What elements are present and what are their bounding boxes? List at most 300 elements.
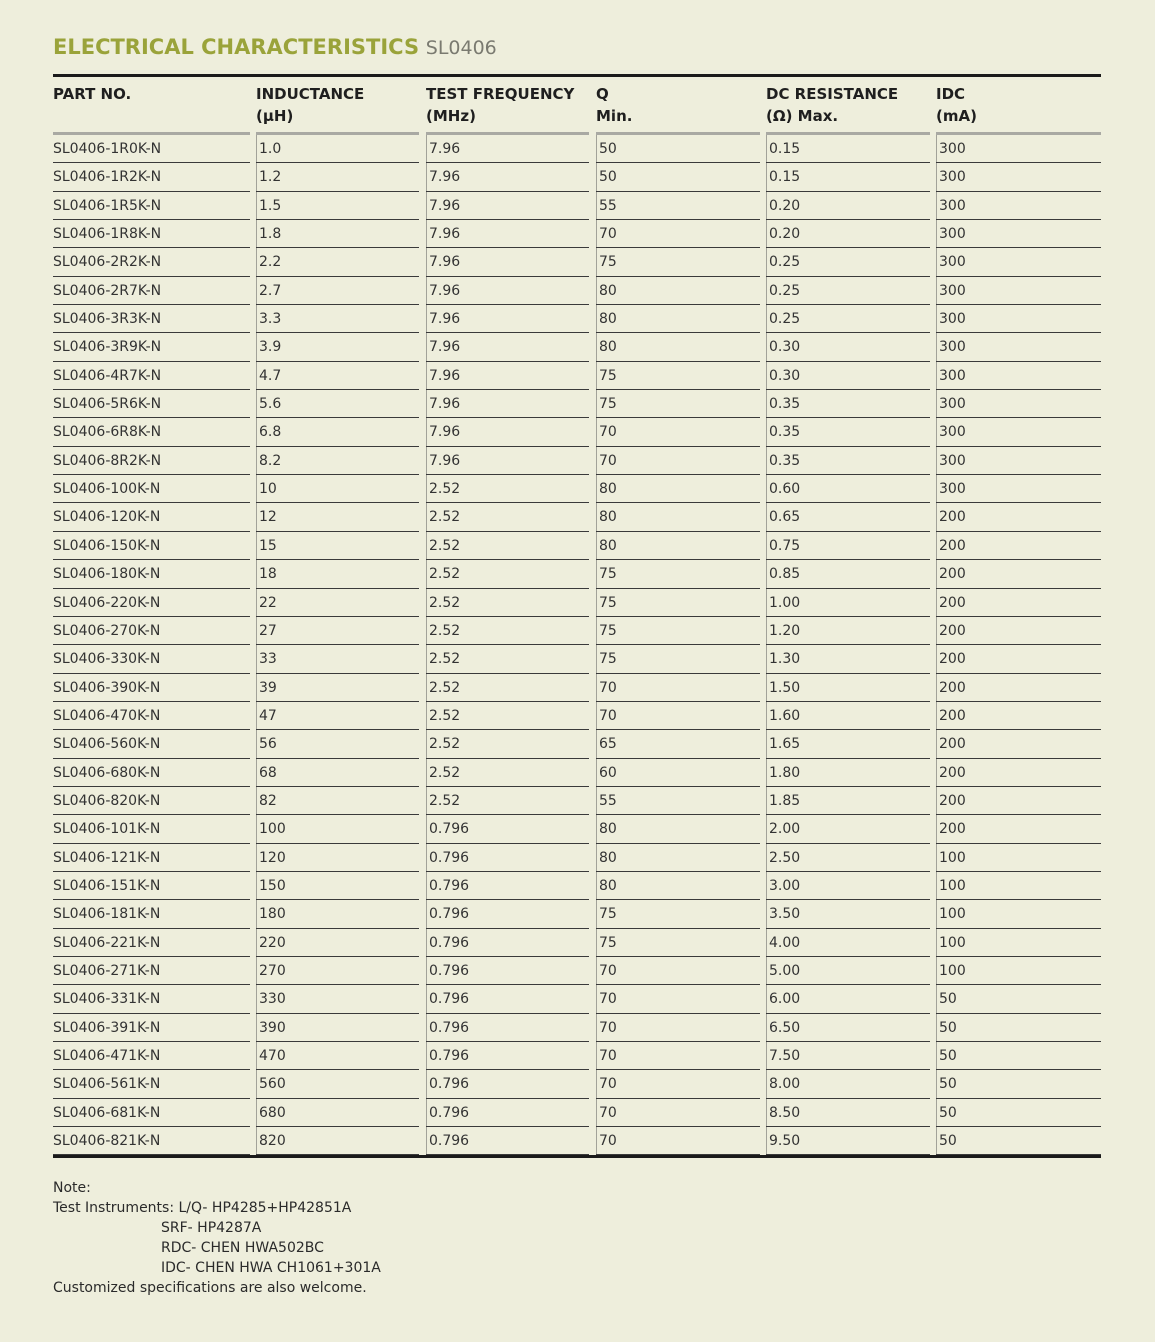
cell-value: SL0406-271K-N	[53, 962, 161, 979]
cell-part-no	[53, 418, 250, 446]
cell-idc	[936, 645, 1101, 673]
cell-value: 0.796	[429, 962, 470, 979]
cell-part-no	[53, 929, 250, 957]
column-divider	[936, 418, 937, 446]
table-row	[53, 844, 1101, 872]
cell-idc	[936, 532, 1101, 560]
cell-value: 70	[599, 1019, 617, 1036]
cell-value: SL0406-1R5K-N	[53, 197, 162, 214]
column-divider	[936, 163, 937, 191]
table-row	[53, 220, 1101, 248]
cell-value: 0.796	[429, 1104, 470, 1121]
column-divider	[426, 815, 427, 843]
cell-value: SL0406-391K-N	[53, 1019, 161, 1036]
cell-test-frequency	[426, 1070, 589, 1098]
cell-test-frequency	[426, 220, 589, 248]
column-divider	[426, 192, 427, 220]
cell-value: SL0406-821K-N	[53, 1133, 161, 1150]
table-row	[53, 305, 1101, 333]
title-model: SL0406	[425, 37, 497, 59]
cell-test-frequency	[426, 900, 589, 928]
cell-value: 1.20	[769, 622, 801, 639]
cell-value: 200	[939, 651, 966, 668]
cell-value: 33	[259, 651, 277, 668]
cell-value: SL0406-4R7K-N	[53, 367, 162, 384]
cell-value: 70	[599, 1076, 617, 1093]
cell-test-frequency	[426, 447, 589, 475]
column-divider	[596, 929, 597, 957]
cell-value: SL0406-220K-N	[53, 594, 161, 611]
cell-value: 75	[599, 396, 617, 413]
table-row	[53, 929, 1101, 957]
cell-idc	[936, 929, 1101, 957]
cell-q-min	[596, 163, 760, 191]
column-divider	[426, 759, 427, 787]
column-divider	[596, 730, 597, 758]
cell-test-frequency	[426, 277, 589, 305]
cell-value: 55	[599, 197, 617, 214]
cell-value: 80	[599, 481, 617, 498]
column-header-dc-resistance	[766, 77, 930, 127]
column-divider	[766, 503, 767, 531]
column-divider	[426, 532, 427, 560]
cell-q-min	[596, 192, 760, 220]
column-divider	[426, 985, 427, 1013]
cell-q-min	[596, 1099, 760, 1127]
characteristics-table	[53, 74, 1101, 1158]
cell-value: 2.52	[429, 764, 461, 781]
cell-inductance	[256, 503, 419, 531]
cell-value: 0.15	[769, 141, 801, 157]
cell-dc-resistance	[766, 674, 930, 702]
cell-inductance	[256, 532, 419, 560]
column-divider	[936, 248, 937, 276]
cell-value: 2.52	[429, 509, 461, 526]
column-divider	[936, 1014, 937, 1042]
cell-value: 820	[259, 1133, 286, 1150]
cell-value: SL0406-560K-N	[53, 736, 161, 753]
column-divider	[596, 390, 597, 418]
cell-part-no	[53, 1127, 250, 1155]
row-rule	[936, 1154, 1101, 1155]
cell-dc-resistance	[766, 1014, 930, 1042]
cell-idc	[936, 957, 1101, 985]
table-row	[53, 985, 1101, 1013]
title-main: ELECTRICAL CHARACTERISTICS	[53, 35, 420, 59]
cell-value: 300	[939, 481, 966, 498]
cell-value: 7.96	[429, 311, 461, 328]
table-row	[53, 872, 1101, 900]
cell-idc	[936, 759, 1101, 787]
column-divider	[936, 589, 937, 617]
column-divider	[596, 503, 597, 531]
table-row	[53, 192, 1101, 220]
cell-value: 27	[259, 622, 277, 639]
column-divider	[256, 589, 257, 617]
column-divider	[426, 447, 427, 475]
cell-value: 70	[599, 991, 617, 1008]
cell-value: 68	[259, 764, 277, 781]
column-divider	[936, 730, 937, 758]
column-divider	[256, 645, 257, 673]
cell-value: 100	[259, 821, 286, 838]
table-row	[53, 1070, 1101, 1098]
cell-part-no	[53, 475, 250, 503]
cell-idc	[936, 503, 1101, 531]
cell-value: SL0406-390K-N	[53, 679, 161, 696]
cell-value: SL0406-6R8K-N	[53, 424, 162, 441]
cell-value: 300	[939, 226, 966, 243]
column-divider	[256, 617, 257, 645]
cell-dc-resistance	[766, 192, 930, 220]
column-divider	[596, 957, 597, 985]
cell-test-frequency	[426, 333, 589, 361]
cell-value: 0.796	[429, 1048, 470, 1064]
cell-dc-resistance	[766, 957, 930, 985]
cell-inductance	[256, 929, 419, 957]
column-divider	[256, 815, 257, 843]
cell-q-min	[596, 815, 760, 843]
cell-value: 0.796	[429, 1076, 470, 1093]
column-divider	[426, 730, 427, 758]
cell-test-frequency	[426, 503, 589, 531]
cell-value: 7.96	[429, 396, 461, 413]
cell-test-frequency	[426, 248, 589, 276]
cell-dc-resistance	[766, 900, 930, 928]
table-row	[53, 362, 1101, 390]
cell-inductance	[256, 1042, 419, 1070]
note-line-2: SRF- HP4287A	[161, 1220, 262, 1236]
cell-part-no	[53, 333, 250, 361]
note-line-3: RDC- CHEN HWA502BC	[161, 1240, 324, 1256]
column-divider	[596, 475, 597, 503]
cell-value: 1.00	[769, 594, 801, 611]
cell-value: 200	[939, 537, 966, 554]
cell-dc-resistance	[766, 929, 930, 957]
cell-value: 1.30	[769, 651, 801, 668]
cell-q-min	[596, 1070, 760, 1098]
cell-inductance	[256, 1099, 419, 1127]
column-divider	[256, 418, 257, 446]
cell-value: 200	[939, 594, 966, 611]
column-divider	[426, 560, 427, 588]
cell-value: 0.15	[769, 169, 801, 186]
cell-q-min	[596, 844, 760, 872]
column-divider	[426, 1127, 427, 1155]
column-divider	[256, 1014, 257, 1042]
cell-value: 3.9	[259, 339, 282, 356]
cell-value: SL0406-680K-N	[53, 764, 161, 781]
cell-q-min	[596, 985, 760, 1013]
cell-idc	[936, 248, 1101, 276]
column-divider	[936, 702, 937, 730]
cell-idc	[936, 135, 1101, 163]
cell-idc	[936, 674, 1101, 702]
column-divider	[426, 617, 427, 645]
cell-test-frequency	[426, 560, 589, 588]
column-divider	[936, 333, 937, 361]
cell-value: 0.35	[769, 452, 801, 469]
column-divider	[766, 475, 767, 503]
cell-idc	[936, 418, 1101, 446]
cell-value: SL0406-100K-N	[53, 481, 161, 498]
cell-value: 2.52	[429, 679, 461, 696]
cell-value: 70	[599, 424, 617, 441]
cell-value: 2.7	[259, 282, 282, 299]
column-divider	[256, 277, 257, 305]
column-divider	[596, 872, 597, 900]
cell-part-no	[53, 589, 250, 617]
column-divider	[256, 674, 257, 702]
cell-idc	[936, 192, 1101, 220]
cell-q-min	[596, 1127, 760, 1155]
cell-value: 100	[939, 962, 966, 979]
cell-dc-resistance	[766, 1070, 930, 1098]
cell-part-no	[53, 503, 250, 531]
cell-dc-resistance	[766, 815, 930, 843]
cell-value: 9.50	[769, 1133, 801, 1150]
column-divider	[596, 900, 597, 928]
cell-value: 200	[939, 566, 966, 583]
cell-value: 39	[259, 679, 277, 696]
cell-value: 0.796	[429, 821, 470, 838]
column-divider	[426, 333, 427, 361]
row-rule	[426, 1154, 589, 1155]
column-divider	[596, 560, 597, 588]
cell-idc	[936, 390, 1101, 418]
column-divider	[596, 135, 597, 163]
cell-value: 200	[939, 679, 966, 696]
row-rule	[53, 1154, 250, 1155]
cell-value: 75	[599, 594, 617, 611]
column-divider	[596, 362, 597, 390]
cell-q-min	[596, 503, 760, 531]
column-divider	[426, 503, 427, 531]
column-divider	[936, 872, 937, 900]
cell-dc-resistance	[766, 220, 930, 248]
cell-dc-resistance	[766, 163, 930, 191]
cell-test-frequency	[426, 532, 589, 560]
column-divider	[426, 589, 427, 617]
cell-test-frequency	[426, 163, 589, 191]
cell-value: 220	[259, 934, 286, 951]
cell-test-frequency	[426, 674, 589, 702]
cell-value: 80	[599, 537, 617, 554]
cell-value: 50	[939, 1019, 957, 1036]
column-divider	[766, 815, 767, 843]
cell-dc-resistance	[766, 135, 930, 163]
cell-part-no	[53, 390, 250, 418]
cell-value: 1.65	[769, 736, 801, 753]
column-divider	[766, 390, 767, 418]
cell-idc	[936, 787, 1101, 815]
cell-value: 75	[599, 651, 617, 668]
cell-q-min	[596, 418, 760, 446]
cell-value: 7.96	[429, 169, 461, 186]
column-divider	[426, 220, 427, 248]
cell-value: SL0406-1R2K-N	[53, 169, 162, 186]
column-divider	[766, 702, 767, 730]
table-row	[53, 560, 1101, 588]
note-label: Note:	[53, 1180, 91, 1196]
cell-value: SL0406-1R8K-N	[53, 226, 162, 243]
column-divider	[426, 645, 427, 673]
cell-dc-resistance	[766, 645, 930, 673]
cell-value: SL0406-151K-N	[53, 877, 161, 894]
cell-value: 0.60	[769, 481, 801, 498]
column-divider	[256, 759, 257, 787]
cell-part-no	[53, 674, 250, 702]
cell-value: SL0406-330K-N	[53, 651, 161, 668]
column-divider	[426, 957, 427, 985]
table-row	[53, 418, 1101, 446]
note-line-5: Customized specifications are also welcome.	[53, 1280, 367, 1296]
cell-idc	[936, 1127, 1101, 1155]
cell-inductance	[256, 248, 419, 276]
cell-value: 8.2	[259, 452, 282, 469]
cell-value: 50	[939, 1104, 957, 1121]
column-divider	[936, 503, 937, 531]
cell-value: 300	[939, 367, 966, 384]
column-header-line2	[53, 105, 250, 127]
cell-value: 1.2	[259, 169, 282, 186]
cell-value: 75	[599, 566, 617, 583]
cell-value: SL0406-2R2K-N	[53, 254, 162, 271]
cell-value: 0.796	[429, 877, 470, 894]
cell-inductance	[256, 305, 419, 333]
cell-value: 1.85	[769, 792, 801, 809]
cell-part-no	[53, 447, 250, 475]
cell-value: 270	[259, 962, 286, 979]
cell-value: 80	[599, 282, 617, 299]
cell-inductance	[256, 220, 419, 248]
column-header-line1: IDC	[936, 85, 966, 103]
cell-value: 100	[939, 849, 966, 866]
cell-idc	[936, 560, 1101, 588]
cell-dc-resistance	[766, 418, 930, 446]
cell-dc-resistance	[766, 985, 930, 1013]
note-line-1: Test Instruments: L/Q- HP4285+HP42851A	[53, 1200, 352, 1216]
column-divider	[936, 844, 937, 872]
cell-inductance	[256, 957, 419, 985]
cell-part-no	[53, 730, 250, 758]
column-divider	[766, 362, 767, 390]
column-divider	[256, 390, 257, 418]
cell-part-no	[53, 220, 250, 248]
column-divider	[426, 475, 427, 503]
cell-idc	[936, 730, 1101, 758]
cell-q-min	[596, 900, 760, 928]
cell-value: 70	[599, 1133, 617, 1150]
column-divider	[596, 617, 597, 645]
table-header	[53, 77, 1101, 132]
column-divider	[596, 1127, 597, 1155]
cell-test-frequency	[426, 1014, 589, 1042]
cell-value: 0.85	[769, 566, 801, 583]
cell-test-frequency	[426, 305, 589, 333]
cell-value: 0.20	[769, 197, 801, 214]
cell-dc-resistance	[766, 447, 930, 475]
column-divider	[426, 248, 427, 276]
cell-part-no	[53, 135, 250, 163]
cell-q-min	[596, 957, 760, 985]
cell-value: 50	[599, 141, 617, 157]
cell-test-frequency	[426, 390, 589, 418]
column-divider	[596, 447, 597, 475]
column-divider	[936, 674, 937, 702]
column-divider	[596, 844, 597, 872]
column-divider	[936, 135, 937, 163]
column-divider	[256, 1070, 257, 1098]
cell-part-no	[53, 1042, 250, 1070]
cell-value: 56	[259, 736, 277, 753]
cell-value: 80	[599, 849, 617, 866]
cell-idc	[936, 1099, 1101, 1127]
column-divider	[426, 674, 427, 702]
cell-value: 0.796	[429, 934, 470, 951]
column-header-line1: INDUCTANCE	[256, 85, 365, 103]
cell-part-no	[53, 248, 250, 276]
cell-idc	[936, 617, 1101, 645]
cell-idc	[936, 702, 1101, 730]
cell-value: 7.96	[429, 254, 461, 271]
table-row	[53, 957, 1101, 985]
column-divider	[256, 844, 257, 872]
cell-idc	[936, 333, 1101, 361]
cell-value: 300	[939, 254, 966, 271]
cell-inductance	[256, 560, 419, 588]
table-row	[53, 333, 1101, 361]
column-divider	[426, 787, 427, 815]
cell-value: 200	[939, 764, 966, 781]
cell-q-min	[596, 248, 760, 276]
column-divider	[766, 135, 767, 163]
column-divider	[596, 674, 597, 702]
column-divider	[766, 985, 767, 1013]
cell-dc-resistance	[766, 730, 930, 758]
cell-value: 75	[599, 254, 617, 271]
column-divider	[426, 163, 427, 191]
cell-inductance	[256, 418, 419, 446]
column-divider	[256, 702, 257, 730]
cell-value: 300	[939, 197, 966, 214]
cell-q-min	[596, 447, 760, 475]
cell-value: 60	[599, 764, 617, 781]
cell-value: 1.5	[259, 197, 282, 214]
cell-dc-resistance	[766, 532, 930, 560]
cell-value: 390	[259, 1019, 286, 1036]
column-divider	[936, 220, 937, 248]
cell-dc-resistance	[766, 1099, 930, 1127]
cell-value: SL0406-180K-N	[53, 566, 161, 583]
cell-value: 50	[939, 1133, 957, 1150]
cell-part-no	[53, 532, 250, 560]
cell-value: 10	[259, 481, 277, 498]
cell-inductance	[256, 1070, 419, 1098]
column-divider	[596, 759, 597, 787]
column-header-line1: DC RESISTANCE	[766, 85, 899, 103]
column-divider	[936, 192, 937, 220]
cell-value: 6.00	[769, 991, 801, 1008]
notes	[53, 1178, 381, 1298]
cell-test-frequency	[426, 135, 589, 163]
cell-part-no	[53, 362, 250, 390]
cell-test-frequency	[426, 475, 589, 503]
cell-value: 65	[599, 736, 617, 753]
cell-value: 470	[259, 1048, 286, 1064]
cell-value: SL0406-121K-N	[53, 849, 161, 866]
cell-dc-resistance	[766, 503, 930, 531]
